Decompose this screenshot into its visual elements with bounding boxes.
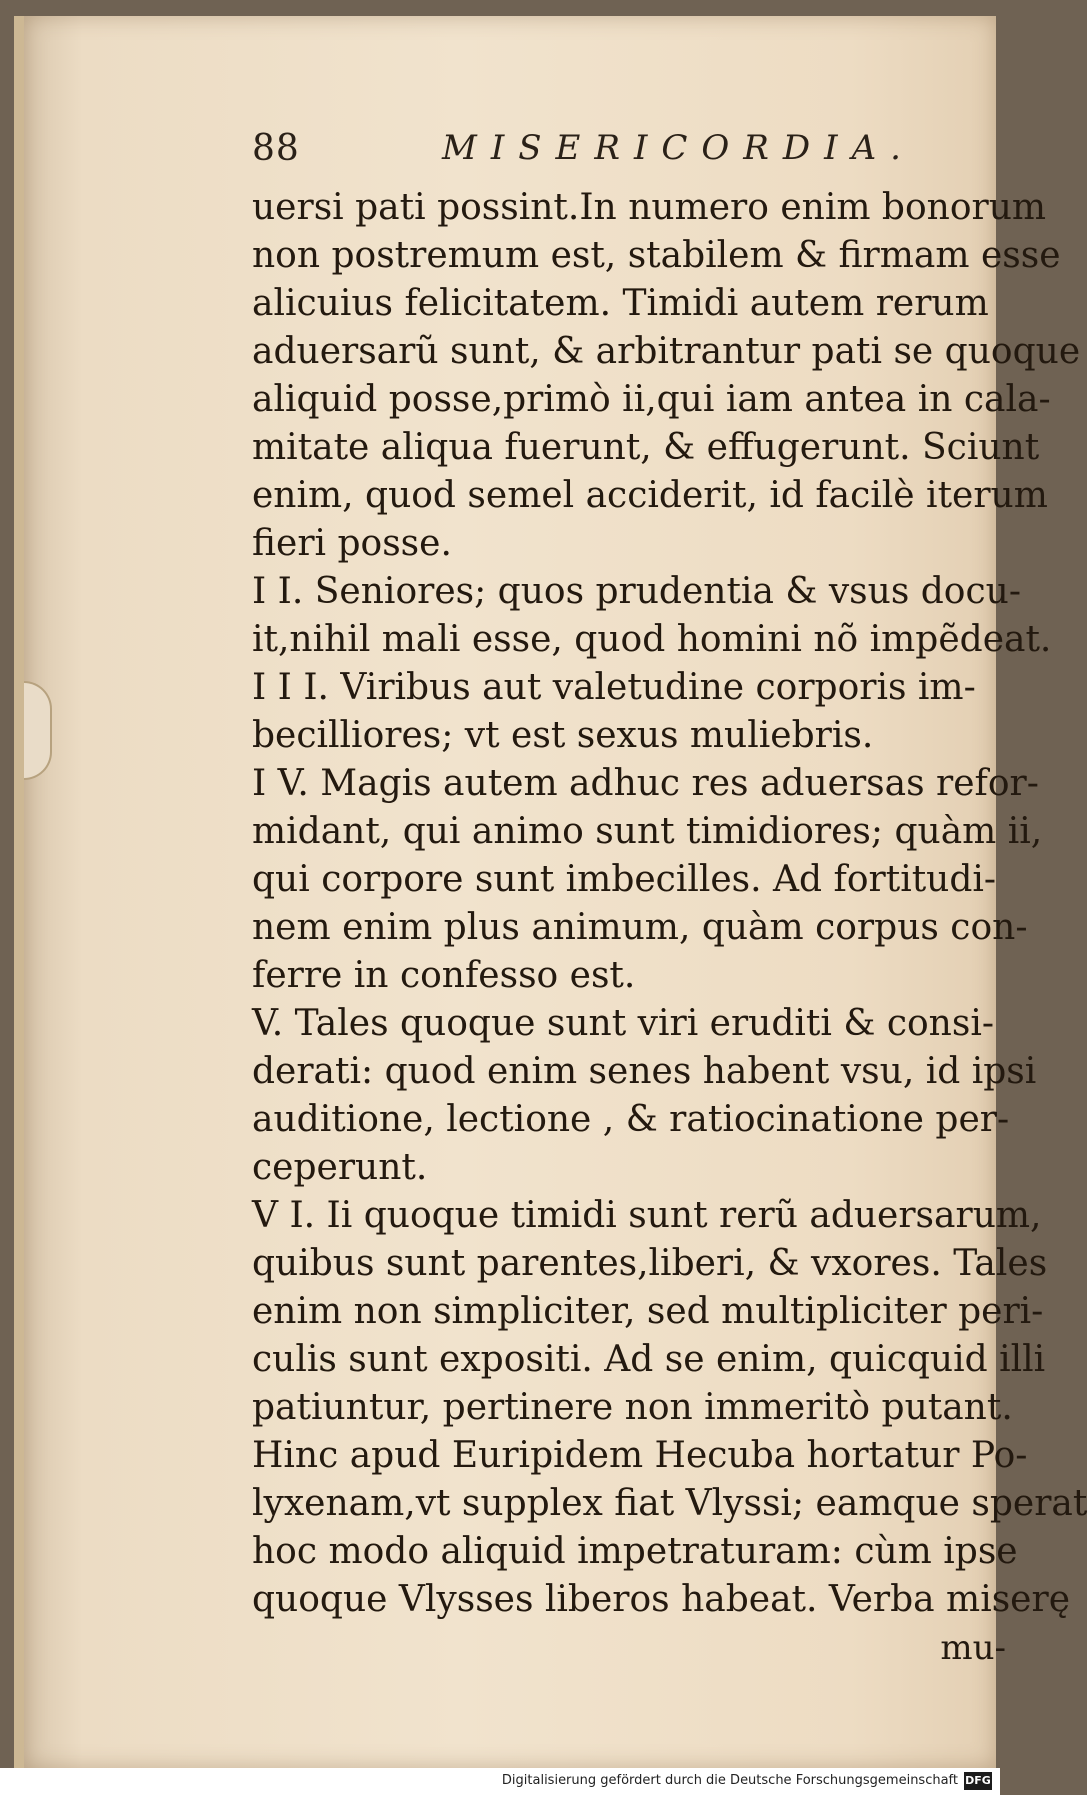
- text-line: becilliores; vt est sexus muliebris.: [252, 715, 874, 756]
- text-line: I V. Magis autem adhuc res aduersas refor-: [252, 763, 1039, 804]
- book-page: [14, 16, 1087, 1768]
- body-text: [252, 184, 1087, 1672]
- page-clip: [24, 681, 52, 780]
- text-line: culis sunt expositi. Ad se enim, quicquid illi: [252, 1339, 1046, 1380]
- text-line: non postremum est, stabilem & firmam esse: [252, 235, 1061, 276]
- page-number: 88: [252, 128, 300, 169]
- funding-credit: Digitalisierung gefördert durch die Deutsche Forschungsgemeinschaft: [501, 1773, 958, 1788]
- text-line: enim, quod semel acciderit, id facilè iterum: [252, 475, 1048, 516]
- text-line: V. Tales quoque sunt viri eruditi & consi-: [252, 1003, 995, 1044]
- text-line: alicuius felicitatem. Timidi autem rerum: [252, 283, 989, 324]
- text-line: patiuntur, pertinere non immeritò putant.: [252, 1387, 1013, 1428]
- text-line: mitate aliqua fuerunt, & effugerunt. Sciunt: [252, 427, 1040, 468]
- text-line: uersi pati possint.In numero enim bonorum: [252, 187, 1047, 228]
- text-line: fieri posse.: [252, 523, 452, 564]
- text-line: it,nihil mali esse, quod homini nõ impẽdeat.: [252, 619, 1052, 660]
- text-line: derati: quod enim senes habent vsu, id ipsi: [252, 1051, 1037, 1092]
- catchword: mu-: [940, 1628, 1006, 1668]
- text-line: nem enim plus animum, quàm corpus con-: [252, 907, 1028, 948]
- text-line: midant, qui animo sunt timidiores; quàm ii,: [252, 811, 1043, 852]
- text-line: quibus sunt parentes,liberi, & vxores. Tales: [252, 1243, 1048, 1284]
- text-line: I I. Seniores; quos prudentia & vsus docu-: [252, 571, 1021, 612]
- text-line: quoque Vlysses liberos habeat. Verba miserę: [252, 1579, 1070, 1620]
- text-line: ferre in confesso est.: [252, 955, 636, 996]
- text-line: Hinc apud Euripidem Hecuba hortatur Po-: [252, 1435, 1028, 1476]
- text-line: hoc modo aliquid impetraturam: cùm ipse: [252, 1531, 1018, 1572]
- text-line: ceperunt.: [252, 1147, 428, 1188]
- text-line: aliquid posse,primò ii,qui iam antea in cala-: [252, 379, 1051, 420]
- text-line: auditione, lectione , & ratiocinatione per-: [252, 1099, 1010, 1140]
- page-header: [252, 128, 956, 178]
- text-line: qui corpore sunt imbecilles. Ad fortitudi-: [252, 859, 997, 900]
- running-title: MISERICORDIA.: [442, 128, 915, 168]
- text-line: V I. Ii quoque timidi sunt rerũ aduersarum,: [252, 1195, 1042, 1236]
- text-line: aduersarũ sunt, & arbitrantur pati se quoque: [252, 331, 1081, 372]
- text-line: I I I. Viribus aut valetudine corporis im-: [252, 667, 976, 708]
- digitization-footer: [0, 1768, 1000, 1795]
- text-line: lyxenam,vt supplex fiat Vlyssi; eamque sperat: [252, 1483, 1087, 1524]
- dfg-logo: DFG: [964, 1772, 992, 1790]
- text-line: enim non simpliciter, sed multipliciter peri-: [252, 1291, 1044, 1332]
